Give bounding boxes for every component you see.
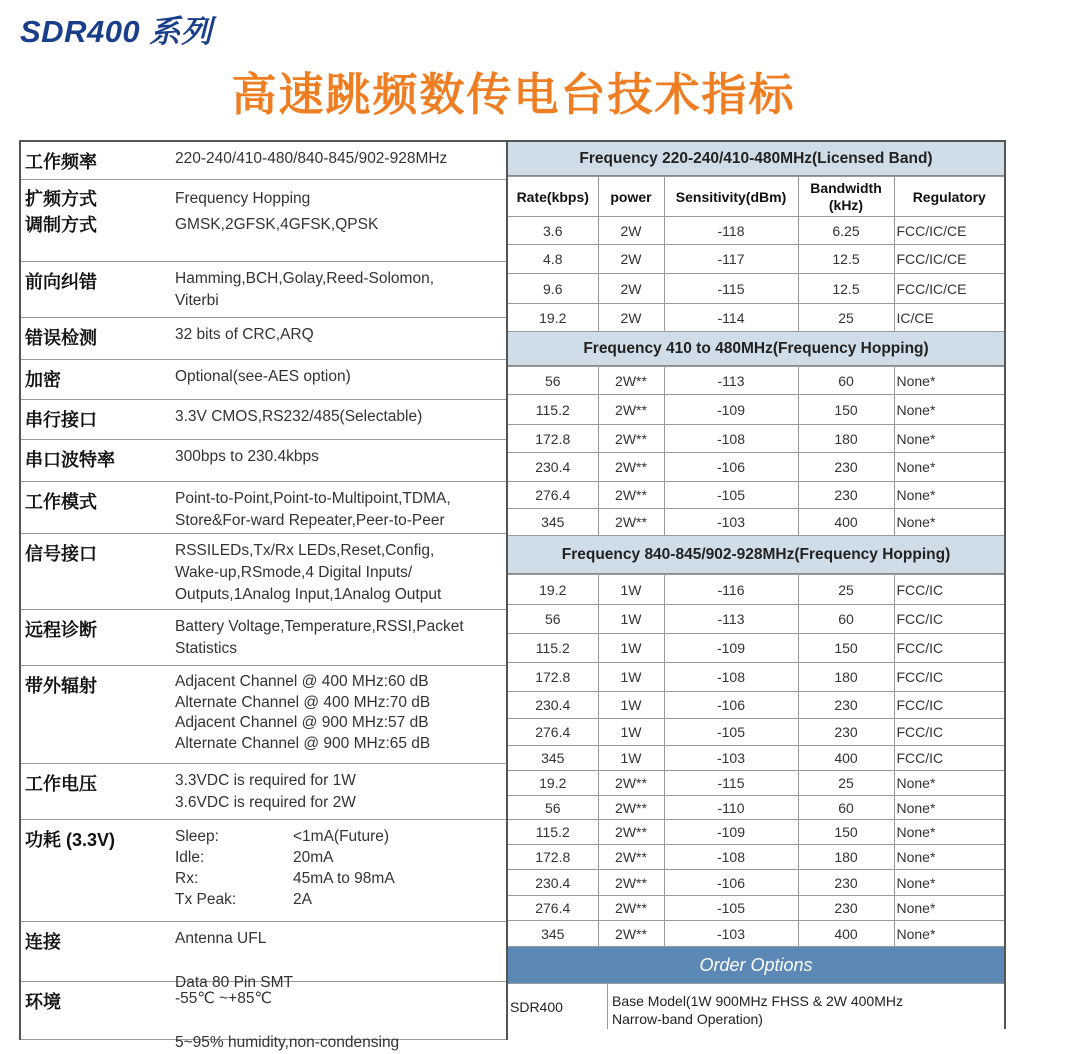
spec-value [171,482,506,533]
spec-value [171,180,506,261]
spec-value [171,610,506,665]
order-row [508,983,1004,1029]
bandwidth-cell: 230 [798,896,894,921]
regulatory-cell: None* [894,425,1004,453]
spec-value-line: Store&For-ward Repeater,Peer-to-Peer [175,512,445,529]
rate-cell: 230.4 [508,870,598,896]
rate-cell: 345 [508,921,598,947]
spec-row [21,922,506,991]
power-cell: 2W** [598,845,664,870]
spec-value-line [175,1010,506,1032]
spec-value [171,262,506,317]
rate-cell: 345 [508,746,598,771]
power-mode: Sleep: [175,828,219,845]
regulatory-cell: IC/CE [894,304,1004,332]
power-consumption-line [175,826,506,847]
rate-cell: 115.2 [508,634,598,663]
rate-cell: 276.4 [508,896,598,921]
spec-label: 环境 [25,992,61,1012]
spec-value-line: 220-240/410-480/840-845/902-928MHz [175,150,448,167]
regulatory-cell: FCC/IC [894,663,1004,692]
spec-label-line: 调制方式 [25,215,97,235]
bandwidth-cell: 150 [798,634,894,663]
spec-value-line: Frequency Hopping [175,190,311,207]
sensitivity-cell: -115 [664,274,798,304]
table-row [508,746,1004,771]
spec-value-line: 3.3VDC is required for 1W [175,772,356,789]
table-row [508,921,1004,947]
bandwidth-cell: 150 [798,395,894,425]
power-cell: 2W** [598,367,664,395]
spec-row [21,440,506,482]
spec-value [171,318,506,359]
table-row [508,870,1004,896]
rate-cell: 4.8 [508,245,598,274]
rate-cell: 276.4 [508,482,598,509]
spec-table [19,140,508,1051]
spec-value-line: Wake-up,RSmode,4 Digital Inputs/ [175,564,413,581]
spec-row [21,360,506,400]
spec-value-line: Statistics [175,640,238,657]
regulatory-cell: None* [894,453,1004,482]
bandwidth-cell: 230 [798,453,894,482]
section-table [508,574,1004,947]
brand-title: SDR400 系列 [20,14,213,49]
spec-value-line: 5~95% humidity,non-condensing [175,1034,400,1051]
column-header: Rate(kbps) [508,177,598,217]
power-cell: 1W [598,575,664,605]
spec-value [171,666,506,763]
section-header: Frequency 840-845/902-928MHz(Frequency Hopping) [508,536,1004,574]
regulatory-cell: None* [894,820,1004,845]
sensitivity-cell: -110 [664,796,798,820]
column-header: Bandwidth (kHz) [798,177,894,217]
spec-value [171,400,506,439]
spec-value-line: Antenna UFL [175,930,267,947]
spec-value [171,820,506,921]
column-header: Sensitivity(dBm) [664,177,798,217]
table-row [508,453,1004,482]
power-consumption-line [175,868,506,889]
order-options-header: Order Options [508,947,1004,983]
sensitivity-cell: -113 [664,605,798,634]
power-cell: 1W [598,719,664,746]
sensitivity-cell: -109 [664,395,798,425]
power-cell: 2W** [598,870,664,896]
spec-value-line: 300bps to 230.4kbps [175,448,319,465]
rate-cell: 9.6 [508,274,598,304]
spec-row [21,982,506,1051]
spec-value-line: 32 bits of CRC,ARQ [175,326,314,343]
table-row [508,634,1004,663]
section-header: Frequency 220-240/410-480MHz(Licensed Band) [508,142,1004,176]
spec-value-line: Optional(see-AES option) [175,368,351,385]
spec-label: 功耗 (3.3V) [25,830,116,850]
power-mode: Tx Peak: [175,891,237,908]
bandwidth-cell: 25 [798,304,894,332]
regulatory-cell: None* [894,482,1004,509]
sensitivity-cell: -109 [664,820,798,845]
rate-cell: 172.8 [508,663,598,692]
rate-cell: 19.2 [508,771,598,796]
table-row [508,575,1004,605]
spec-label: 前向纠错 [25,272,97,292]
regulatory-cell: None* [894,845,1004,870]
regulatory-cell: FCC/IC [894,692,1004,719]
sensitivity-cell: -105 [664,896,798,921]
sensitivity-cell: -106 [664,453,798,482]
bandwidth-cell: 180 [798,425,894,453]
sensitivity-cell: -108 [664,425,798,453]
bandwidth-cell: 60 [798,796,894,820]
spec-value-line: RSSILEDs,Tx/Rx LEDs,Reset,Config, [175,542,435,559]
spec-row [21,534,506,610]
power-value: 20mA [293,849,334,866]
sensitivity-cell: -103 [664,921,798,947]
rate-cell: 19.2 [508,575,598,605]
table-row [508,605,1004,634]
spec-row [21,820,506,922]
power-cell: 2W** [598,771,664,796]
table-row [508,796,1004,820]
spec-value-line: Hamming,BCH,Golay,Reed-Solomon, [175,270,435,287]
spec-value-line: Outputs,1Analog Input,1Analog Output [175,586,442,603]
spec-value-line: Battery Voltage,Temperature,RSSI,Packet [175,618,464,635]
spec-label: 工作模式 [25,492,97,512]
rate-cell: 230.4 [508,453,598,482]
bandwidth-cell: 400 [798,921,894,947]
spec-value-line: 3.3V CMOS,RS232/485(Selectable) [175,408,423,425]
power-cell: 2W** [598,921,664,947]
power-value: <1mA(Future) [293,828,390,845]
bandwidth-cell: 230 [798,870,894,896]
table-row [508,482,1004,509]
power-cell: 1W [598,692,664,719]
bandwidth-cell: 400 [798,746,894,771]
bandwidth-cell: 400 [798,509,894,536]
spec-value-line: Alternate Channel @ 900 MHz:65 dB [175,734,431,752]
rate-cell: 345 [508,509,598,536]
spec-label: 串口波特率 [25,450,115,470]
regulatory-cell: None* [894,509,1004,536]
bandwidth-cell: 180 [798,663,894,692]
bandwidth-cell: 180 [798,845,894,870]
rate-cell: 276.4 [508,719,598,746]
table-row [508,245,1004,274]
power-cell: 1W [598,605,664,634]
spec-row [21,142,506,180]
spec-value-line: 3.6VDC is required for 2W [175,794,356,811]
power-mode: Idle: [175,849,205,866]
column-header-row [508,177,1004,217]
spec-label: 加密 [25,370,61,390]
sensitivity-cell: -115 [664,771,798,796]
power-cell: 2W** [598,395,664,425]
spec-value [171,922,506,991]
bandwidth-cell: 230 [798,692,894,719]
sensitivity-cell: -116 [664,575,798,605]
spec-value-line: Adjacent Channel @ 400 MHz:60 dB [175,673,429,690]
regulatory-cell: None* [894,367,1004,395]
rate-cell: 3.6 [508,217,598,245]
power-cell: 2W** [598,796,664,820]
sensitivity-cell: -106 [664,692,798,719]
regulatory-cell: None* [894,771,1004,796]
bandwidth-cell: 12.5 [798,245,894,274]
spec-label: 工作频率 [25,152,97,172]
bandwidth-cell: 25 [798,771,894,796]
power-cell: 2W [598,217,664,245]
sensitivity-cell: -118 [664,217,798,245]
spec-label: 串行接口 [25,410,97,430]
spec-value-line: -55℃ ~+85℃ [175,990,272,1007]
regulatory-cell: None* [894,395,1004,425]
rate-cell: 115.2 [508,395,598,425]
rate-cell: 19.2 [508,304,598,332]
spec-value [171,142,506,179]
spec-row [21,180,506,262]
regulatory-cell: None* [894,921,1004,947]
spec-value-line: Viterbi [175,292,219,309]
rate-cell: 56 [508,796,598,820]
order-description [608,984,1004,1029]
spec-row [21,482,506,534]
rate-cell: 56 [508,605,598,634]
regulatory-cell: None* [894,870,1004,896]
spec-value-line: Data 80 Pin SMT [175,974,294,991]
sensitivity-cell: -113 [664,367,798,395]
bandwidth-cell: 6.25 [798,217,894,245]
sensitivity-cell: -114 [664,304,798,332]
rate-cell: 115.2 [508,820,598,845]
power-value: 45mA to 98mA [293,870,395,887]
regulatory-cell: FCC/IC [894,634,1004,663]
sensitivity-cell: -106 [664,870,798,896]
spec-label: 带外辐射 [25,676,97,696]
rate-cell: 172.8 [508,845,598,870]
power-cell: 2W** [598,425,664,453]
bandwidth-cell: 230 [798,482,894,509]
sensitivity-cell: -105 [664,719,798,746]
regulatory-cell: FCC/IC [894,719,1004,746]
table-row [508,692,1004,719]
bandwidth-cell: 60 [798,367,894,395]
page-title: 高速跳频数传电台技术指标 [231,69,796,120]
regulatory-cell: FCC/IC/CE [894,217,1004,245]
power-mode: Rx: [175,870,199,887]
table-row [508,719,1004,746]
regulatory-cell: FCC/IC [894,575,1004,605]
power-cell: 2W** [598,820,664,845]
power-consumption-line [175,889,506,910]
table-row [508,845,1004,870]
bandwidth-cell: 12.5 [798,274,894,304]
spec-label: 错误检测 [25,328,97,348]
regulatory-cell: FCC/IC [894,605,1004,634]
spec-label: 信号接口 [25,544,97,564]
spec-value-line: Point-to-Point,Point-to-Multipoint,TDMA, [175,490,451,507]
spec-value [171,982,506,1051]
rate-cell: 230.4 [508,692,598,719]
sensitivity-cell: -117 [664,245,798,274]
order-model: SDR400 [508,984,608,1029]
regulatory-cell: None* [894,796,1004,820]
spec-row [21,262,506,318]
table-row [508,896,1004,921]
table-row [508,509,1004,536]
table-row [508,820,1004,845]
power-cell: 2W [598,274,664,304]
spec-value [171,440,506,481]
spec-label: 远程诊断 [25,620,97,640]
bandwidth-cell: 60 [798,605,894,634]
power-cell: 1W [598,663,664,692]
spec-label: 工作电压 [25,774,97,794]
spec-label [21,180,171,261]
power-cell: 2W [598,245,664,274]
column-header: power [598,177,664,217]
spec-value-line [175,950,506,972]
section-header: Frequency 410 to 480MHz(Frequency Hopping) [508,332,1004,366]
spec-row [21,666,506,764]
bandwidth-cell: 150 [798,820,894,845]
section-table [508,176,1004,332]
regulatory-cell: FCC/IC [894,746,1004,771]
sensitivity-cell: -105 [664,482,798,509]
power-value: 2A [293,891,312,908]
table-row [508,367,1004,395]
sensitivity-cell: -109 [664,634,798,663]
table-row [508,217,1004,245]
spec-value [171,764,506,819]
power-cell: 2W** [598,482,664,509]
spec-label: 连接 [25,932,61,952]
sensitivity-cell: -103 [664,746,798,771]
power-consumption-line [175,847,506,868]
spec-row [21,764,506,820]
spec-data-table [506,140,1006,1029]
spec-value-line: Adjacent Channel @ 900 MHz:57 dB [175,714,429,731]
spec-value-line: Alternate Channel @ 400 MHz:70 dB [175,693,431,711]
table-row [508,663,1004,692]
spec-row [21,318,506,360]
table-row [508,395,1004,425]
sensitivity-cell: -108 [664,663,798,692]
regulatory-cell: FCC/IC/CE [894,274,1004,304]
sensitivity-cell: -108 [664,845,798,870]
power-cell: 2W** [598,453,664,482]
order-description-line: Base Model(1W 900MHz FHSS & 2W 400MHz [612,993,903,1009]
bandwidth-cell: 230 [798,719,894,746]
power-cell: 2W** [598,509,664,536]
rate-cell: 56 [508,367,598,395]
sensitivity-cell: -103 [664,509,798,536]
spec-row [21,610,506,666]
power-cell: 1W [598,634,664,663]
table-row [508,425,1004,453]
spec-value [171,534,506,609]
bandwidth-cell: 25 [798,575,894,605]
regulatory-cell: None* [894,896,1004,921]
spec-label-line: 扩频方式 [25,189,97,209]
column-header: Regulatory [894,177,1004,217]
table-row [508,771,1004,796]
spec-row [21,400,506,440]
table-row [508,274,1004,304]
spec-value [171,360,506,399]
power-cell: 2W [598,304,664,332]
spec-value-line: GMSK,2GFSK,4GFSK,QPSK [175,216,379,233]
rate-cell: 172.8 [508,425,598,453]
regulatory-cell: FCC/IC/CE [894,245,1004,274]
power-cell: 1W [598,746,664,771]
power-cell: 2W** [598,896,664,921]
order-description-line: Narrow-band Operation) [612,1011,763,1027]
table-row [508,304,1004,332]
section-table [508,366,1004,536]
